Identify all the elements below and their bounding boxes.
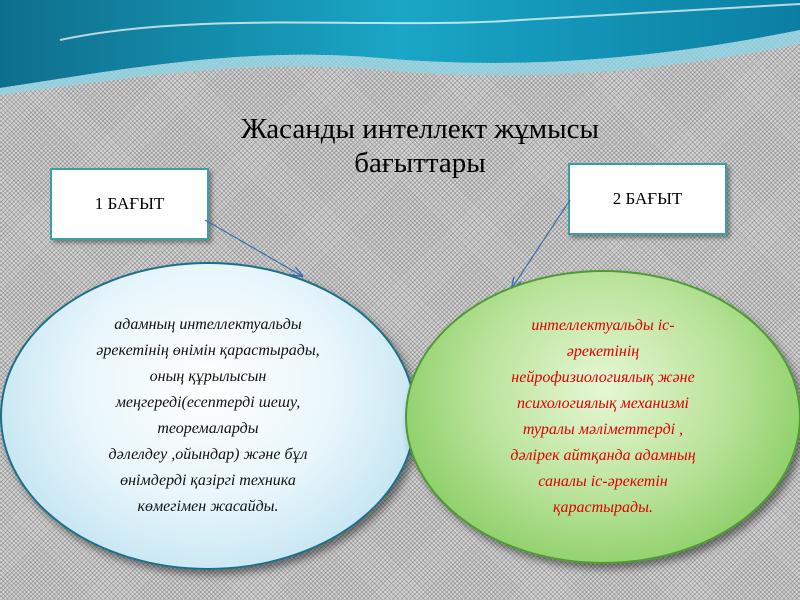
direction-2-label: 2 БАҒЫТ [612, 189, 683, 208]
direction-2-box [568, 163, 727, 235]
direction-1-label: 1 БАҒЫТ [94, 194, 165, 213]
header-wave-decoration [0, 0, 800, 95]
direction-1-box [50, 168, 209, 240]
left-ellipse-text: адамның интеллектуальды әрекетінің өнімін қарастырады, оның құрылысын меңгереді(есептерді шешу, теоремаларды дәлелдеу ,ойындар) және бұл өнімдерді қазіргі техника көмегімен жасайды. [96, 316, 320, 515]
left-ellipse [0, 262, 416, 570]
right-ellipse-text: интеллектуальды іс- әрекетінің нейрофизиологиялық және психологиялық механизмі туралы мәліметтерді , дәлірек айтқанда адамның саналы іс-әрекетін қарастырады. [510, 317, 696, 516]
right-ellipse [405, 270, 800, 564]
diagram-title: Жасанды интеллект жұмысы бағыттары [241, 113, 599, 179]
